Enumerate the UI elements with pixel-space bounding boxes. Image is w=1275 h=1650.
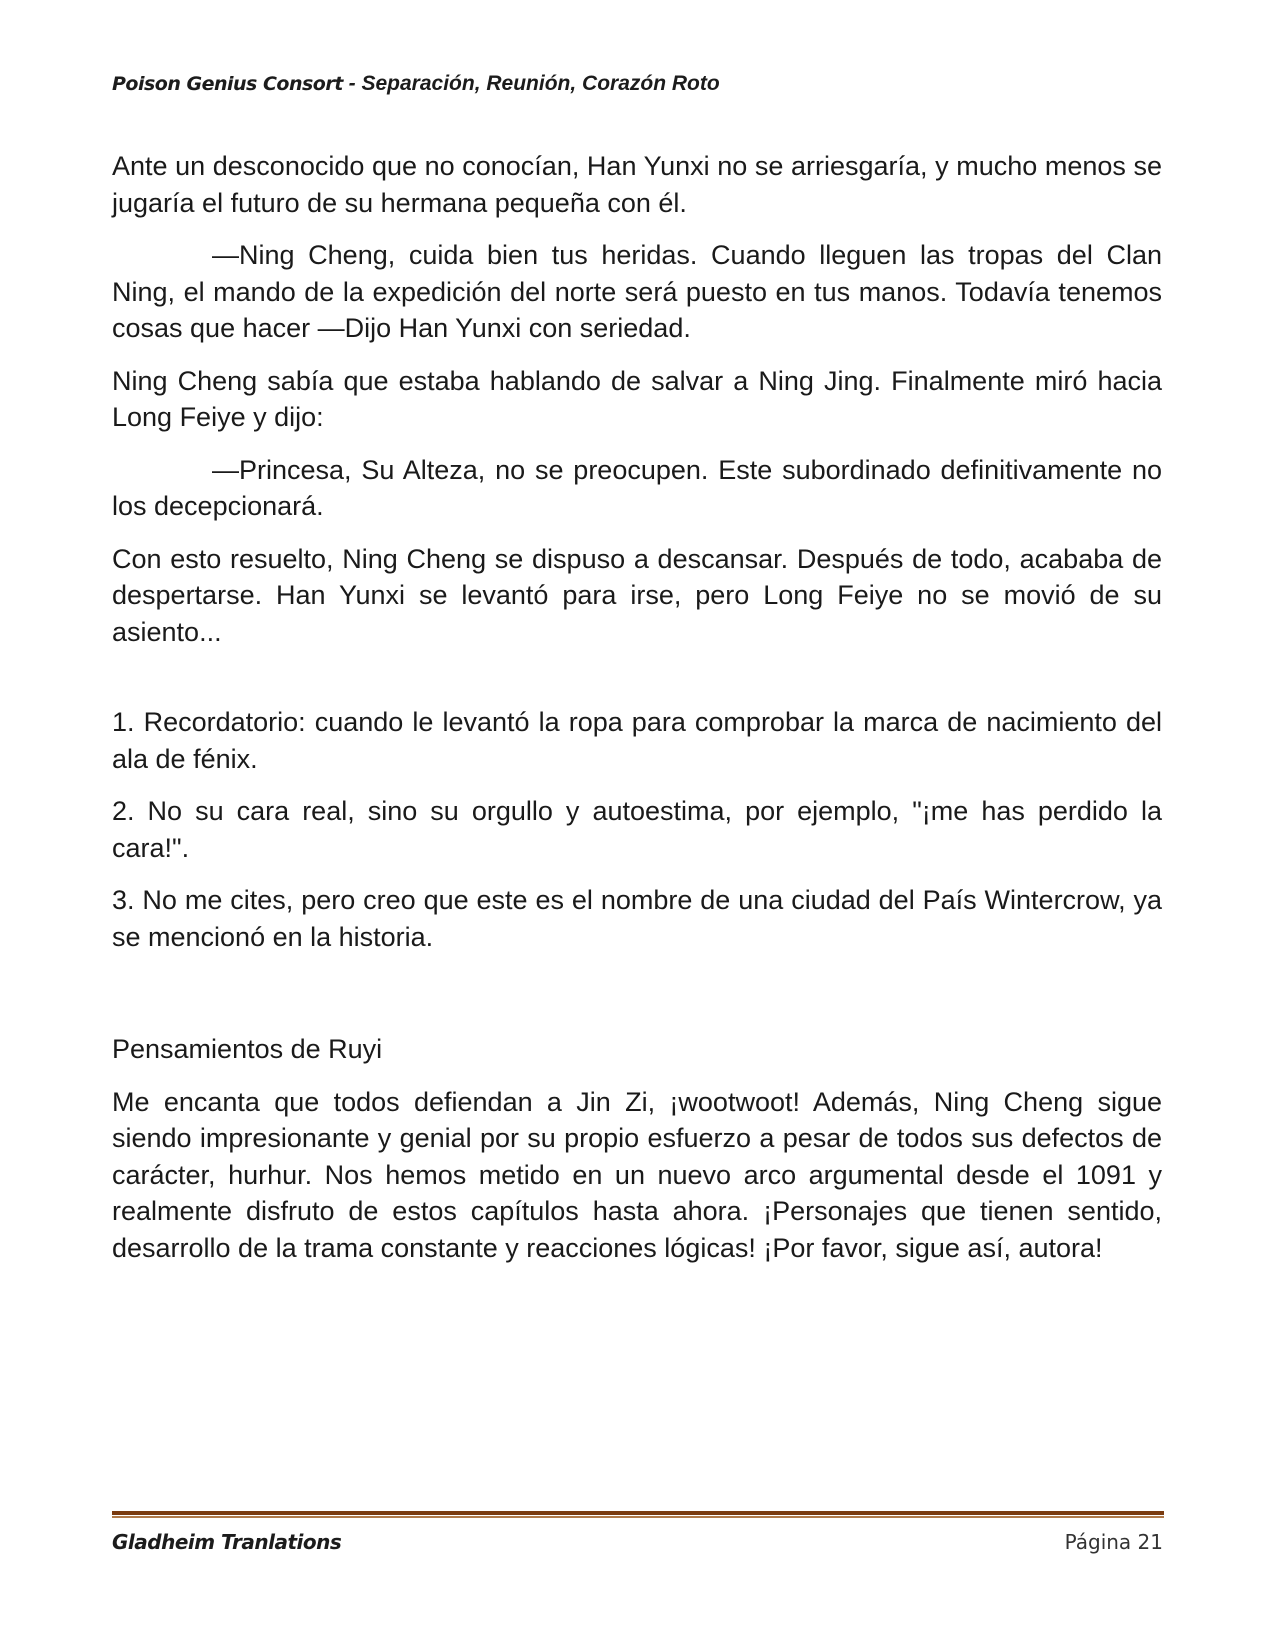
note-2: 2. No su cara real, sino su orgullo y autoestima, por ejemplo, "¡me has perdido la cara!". (112, 796, 1162, 863)
page-header (112, 72, 1162, 96)
note-1: 1. Recordatorio: cuando le levantó la ropa para comprobar la marca de nacimiento del ala de fénix. (112, 707, 1162, 774)
page-number: Página 21 (1064, 1530, 1163, 1554)
spacer (112, 971, 1162, 1031)
thoughts-heading: Pensamientos de Ruyi (112, 1034, 383, 1064)
thoughts-text: Me encanta que todos defiendan a Jin Zi, ¡wootwoot! Además, Ning Cheng sigue siendo impresionante y genial por su propio esfuerzo a pesar de todos sus defectos de carácter, hurhur. Nos hemos metido en un nuevo arco argumental desde el 1091 y realmente disfruto de estos capítulos hasta ahora. ¡Personajes que tienen sentido, desarrollo de la trama constante y reacciones lógicas! ¡Por favor, sigue así, autora! (112, 1086, 1162, 1263)
note-3: 3. No me cites, pero creo que este es el nombre de una ciudad del País Wintercrow, ya se mencionó en la historia. (112, 885, 1162, 952)
book-title: Poison Genius Consort (112, 73, 343, 95)
chapter-title: Separación, Reunión, Corazón Roto (361, 72, 720, 95)
page-content (112, 148, 1162, 1282)
footer-rule-thin (112, 1516, 1164, 1518)
header-separator: - (342, 72, 362, 95)
paragraph-4: —Princesa, Su Alteza, no se preocupen. Este subordinado definitivamente no los decepcionará. (112, 454, 1162, 521)
footer-publisher: Gladheim Tranlations (112, 1530, 342, 1554)
paragraph-2: —Ning Cheng, cuida bien tus heridas. Cuando lleguen las tropas del Clan Ning, el mando de la expedición del norte será puesto en tus manos. Todavía tenemos cosas que hacer —Dijo Han Yunxi con seriedad. (112, 240, 1162, 343)
spacer (112, 666, 1162, 704)
paragraph-5: Con esto resuelto, Ning Cheng se dispuso a descansar. Después de todo, acababa de despertarse. Han Yunxi se levantó para irse, pero Long Feiye no se movió de su asiento... (112, 543, 1162, 647)
paragraph-3: Ning Cheng sabía que estaba hablando de salvar a Ning Jing. Finalmente miró hacia Long Feiye y dijo: (112, 365, 1162, 432)
footer-rule (112, 1511, 1164, 1518)
paragraph-1: Ante un desconocido que no conocían, Han Yunxi no se arriesgaría, y mucho menos se jugaría el futuro de su hermana pequeña con él. (112, 151, 1162, 218)
